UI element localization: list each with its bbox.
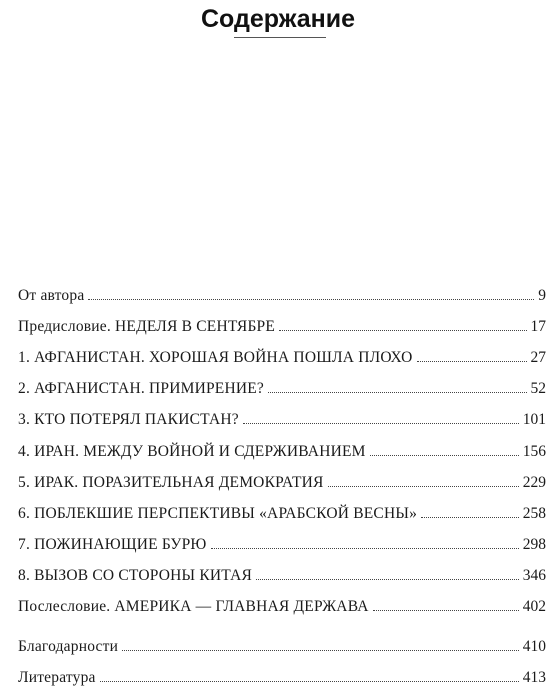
toc-entry-label: 3. КТО ПОТЕРЯЛ ПАКИСТАН? [18,411,239,428]
page-title: Содержание [200,5,356,33]
dot-leader [100,680,519,682]
dot-leader [279,329,526,331]
toc-entry [18,314,546,336]
toc-entry-page: 258 [522,505,546,522]
toc-entry [18,345,546,367]
toc-entry-page: 346 [522,567,546,584]
toc-entry [18,439,546,461]
dot-leader [421,516,519,518]
toc-entry-label: 8. ВЫЗОВ СО СТОРОНЫ КИТАЯ [18,567,253,584]
toc-entry [18,376,546,398]
toc-entry-label: От автора [18,287,85,304]
dot-leader [256,578,519,580]
toc-entry [18,283,546,305]
toc-entry-label: Послесловие. АМЕРИКА — ГЛАВНАЯ ДЕРЖАВА [18,598,369,615]
toc-entry-page: 156 [522,443,546,460]
dot-leader [417,360,527,362]
toc-entry-page: 229 [522,474,546,491]
toc-entry [18,532,546,554]
toc-entry-label: 5. ИРАК. ПОРАЗИТЕЛЬНАЯ ДЕМОКРАТИЯ [18,474,324,491]
toc-entry [18,563,546,585]
toc-entry-page: 52 [530,380,546,397]
toc-entry-label: Литература [18,669,96,686]
toc-entry-label: 1. АФГАНИСТАН. ХОРОШАЯ ВОЙНА ПОШЛА ПЛОХО [18,349,413,366]
toc-entry-page: 402 [522,598,546,615]
dot-leader [122,649,519,651]
toc-entry-label: 7. ПОЖИНАЮЩИЕ БУРЮ [18,536,207,553]
toc-entry-page: 17 [530,318,546,335]
toc-entry [18,470,546,492]
toc-entry-label: 6. ПОБЛЕКШИЕ ПЕРСПЕКТИВЫ «АРАБСКОЙ ВЕСНЫ» [18,505,418,522]
toc-entry [18,594,546,616]
dot-leader [243,422,519,424]
dot-leader [88,298,534,300]
toc-entry-page: 410 [522,638,546,655]
toc-entry-label: 2. АФГАНИСТАН. ПРИМИРЕНИЕ? [18,380,264,397]
toc-entry [18,634,546,656]
dot-leader [370,454,519,456]
toc-entry-label: Благодарности [18,638,119,655]
toc-entry-label: Предисловие. НЕДЕЛЯ В СЕНТЯБРЕ [18,318,276,335]
toc-entry-page: 27 [530,349,546,366]
toc-entry-label: 4. ИРАН. МЕЖДУ ВОЙНОЙ И СДЕРЖИВАНИЕМ [18,443,366,460]
title-divider [234,37,326,38]
toc-entry [18,407,546,429]
toc-entry [18,665,546,687]
toc-entry-page: 101 [522,411,546,428]
toc-entry-page: 9 [538,287,546,304]
dot-leader [268,391,527,393]
toc-entry-page: 413 [522,669,546,686]
dot-leader [211,547,519,549]
dot-leader [373,609,519,611]
dot-leader [328,485,519,487]
toc-entry-page: 298 [522,536,546,553]
toc-entry [18,501,546,523]
